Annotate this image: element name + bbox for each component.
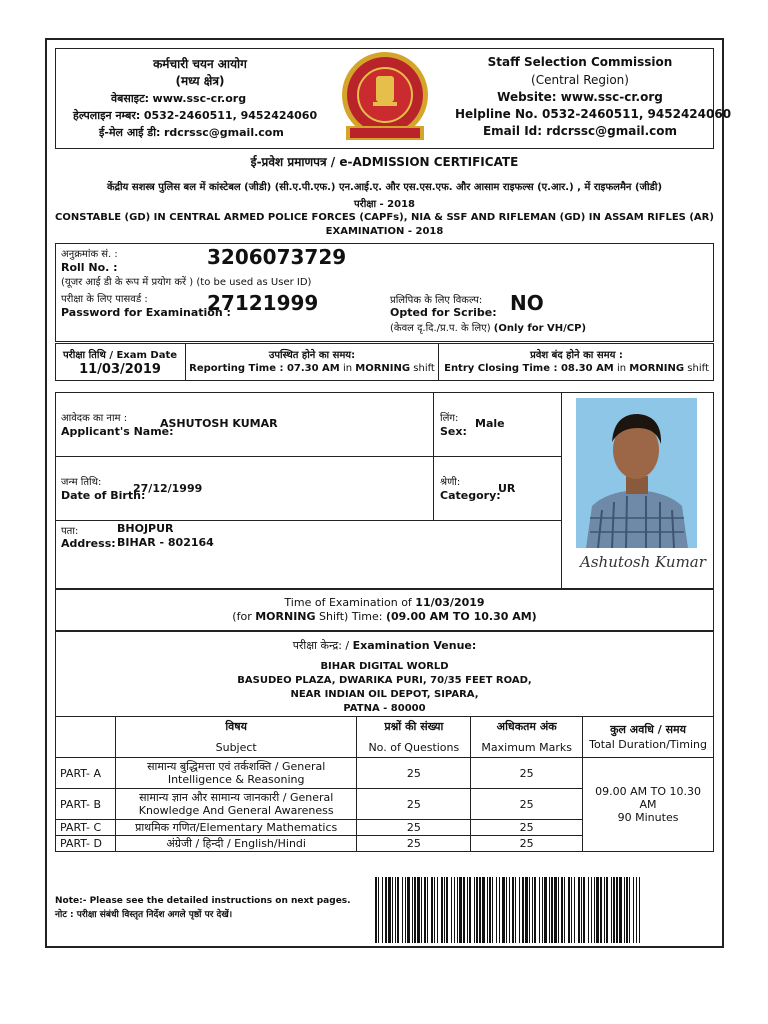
- venue-line-4: PATNA - 80000: [343, 703, 426, 714]
- questions-cell: 25: [357, 758, 471, 789]
- barcode-bar: [446, 877, 448, 943]
- address-line-2: BIHAR - 802164: [117, 536, 214, 549]
- subject-line-2: Knowledge And General Awareness: [138, 804, 334, 817]
- barcode-bar: [444, 877, 445, 943]
- email-label-hi: ई-मेल आई डी:: [99, 126, 161, 139]
- scribe-note: [390, 320, 586, 334]
- name-label: Applicant's Name:: [61, 425, 174, 438]
- barcode: [375, 877, 640, 943]
- barcode-bar: [489, 877, 491, 943]
- reporting-label-hi: उपस्थित होने का समय:: [268, 350, 356, 361]
- barcode-bar: [397, 877, 399, 943]
- barcode-bar: [512, 877, 514, 943]
- sex-label-hi: लिंग:: [440, 413, 459, 424]
- reporting-time-in: in: [342, 363, 353, 374]
- subject-header-hi: विषय: [225, 720, 248, 733]
- barcode-bar: [539, 877, 540, 943]
- entry-time-prefix: Entry Closing Time : 08.30 AM: [444, 363, 614, 374]
- barcode-bar: [594, 877, 595, 943]
- barcode-bar: [624, 877, 625, 943]
- table-header-marks: [471, 717, 583, 758]
- userid-note: (यूजर आई डी के रूप में प्रयोग करें ) (to be used as User ID): [61, 277, 312, 288]
- barcode-bar: [496, 877, 497, 943]
- duration-header-hi: कुल अवधि / समय: [610, 723, 687, 736]
- exam-time-mid: Shift) Time:: [319, 610, 383, 623]
- barcode-bar: [414, 877, 416, 943]
- exam-time-shift: MORNING: [255, 610, 316, 623]
- barcode-bar: [525, 877, 528, 943]
- name-label-hi: आवेदक का नाम :: [61, 413, 128, 424]
- scribe-note-hi: (केवल दृ.दि./प्र.प. के लिए): [390, 323, 491, 334]
- applicant-sex: Male: [475, 417, 505, 430]
- barcode-bar: [412, 877, 413, 943]
- barcode-bar: [515, 877, 516, 943]
- header-right-email: Email Id: rdcrssc@gmail.com: [482, 124, 677, 138]
- marks-cell: 25: [471, 836, 583, 852]
- barcode-bar: [571, 877, 572, 943]
- barcode-bar: [417, 877, 420, 943]
- barcode-bar: [522, 877, 524, 943]
- barcode-bar: [583, 877, 585, 943]
- website-value-hi: www.ssc-cr.org: [152, 92, 247, 105]
- helpline-label-hi: हेल्पलाइन नम्बर:: [73, 109, 141, 122]
- barcode-bar: [457, 877, 458, 943]
- barcode-bar: [434, 877, 435, 943]
- credentials-box: [55, 243, 714, 342]
- barcode-bar: [482, 877, 485, 943]
- exam-time-line-1: [55, 596, 714, 609]
- table-header-duration: [583, 717, 714, 758]
- barcode-bar: [611, 877, 612, 943]
- table-header-row: [56, 717, 714, 758]
- scribe-label: Opted for Scribe:: [390, 306, 497, 319]
- barcode-bar: [402, 877, 403, 943]
- part-cell: PART- B: [56, 789, 116, 820]
- barcode-bar: [492, 877, 493, 943]
- barcode-bar: [544, 877, 547, 943]
- table-header-questions: [357, 717, 471, 758]
- dob-label: Date of Birth:: [61, 489, 146, 502]
- barcode-bar: [407, 877, 410, 943]
- dob-label-hi: जन्म तिथि:: [61, 477, 102, 488]
- barcode-bar: [629, 877, 630, 943]
- marks-header-en: Maximum Marks: [481, 741, 572, 754]
- barcode-bar: [596, 877, 599, 943]
- part-cell: PART- A: [56, 758, 116, 789]
- table-header-part: [56, 717, 116, 758]
- barcode-bar: [388, 877, 391, 943]
- category-label-hi: श्रेणी:: [440, 477, 461, 488]
- exam-time-date: 11/03/2019: [415, 596, 485, 609]
- barcode-bar: [479, 877, 481, 943]
- barcode-bar: [454, 877, 455, 943]
- exam-date-label: परीक्षा तिथि / Exam Date: [62, 350, 178, 361]
- part-cell: PART- C: [56, 820, 116, 836]
- subject-cell: प्राथमिक गणित/Elementary Mathematics: [115, 820, 357, 836]
- certificate-title: ई-प्रवेश प्रमाणपत्र / e-ADMISSION CERTIFICATE: [250, 155, 519, 169]
- exam-date-value: 11/03/2019: [79, 362, 161, 377]
- subject-line-1: सामान्य बुद्धिमत्ता एवं तर्कशक्ति / General: [147, 760, 326, 773]
- entry-label-hi: प्रवेश बंद होने का समय :: [530, 350, 623, 361]
- marks-cell: 25: [471, 820, 583, 836]
- barcode-bar: [378, 877, 379, 943]
- questions-cell: 25: [357, 789, 471, 820]
- table-header-subject: [115, 717, 357, 758]
- barcode-bar: [441, 877, 443, 943]
- venue-line-1: BIHAR DIGITAL WORLD: [320, 661, 449, 672]
- address-label: Address:: [61, 537, 116, 550]
- applicant-name: ASHUTOSH KUMAR: [160, 417, 278, 430]
- barcode-bar: [431, 877, 433, 943]
- exam-time-range: (09.00 AM TO 10.30 AM): [385, 610, 537, 623]
- barcode-bar: [529, 877, 530, 943]
- entry-shift: MORNING: [629, 363, 685, 374]
- subject-cell: [115, 789, 357, 820]
- barcode-bar: [581, 877, 582, 943]
- barcode-bar: [532, 877, 533, 943]
- barcode-bar: [392, 877, 393, 943]
- scribe-note-en: (Only for VH/CP): [493, 323, 587, 334]
- header-right-helpline: Helpline No. 0532-2460511, 9452424060: [455, 107, 732, 121]
- barcode-bar: [549, 877, 550, 943]
- barcode-bar: [534, 877, 536, 943]
- header-right-org: Staff Selection Commission: [487, 55, 673, 69]
- barcode-bar: [487, 877, 488, 943]
- header-left-region: (मध्य क्षेत्र): [175, 74, 225, 88]
- exam-time-open: (for: [232, 610, 252, 623]
- barcode-bar: [613, 877, 615, 943]
- barcode-bar: [467, 877, 468, 943]
- table-row: [56, 758, 714, 789]
- note-english: Note:- Please see the detailed instructions on next pages.: [55, 896, 351, 906]
- barcode-bar: [564, 877, 565, 943]
- exam-name-hindi-1: केंद्रीय सशस्त्र पुलिस बल में कांस्टेबल (जीडी) (सी.ए.पी.एफ.) एन.आई.ए. और एस.एस.एफ. और आसाम राइफल्स (ए.आर.) , में राइफलमैन (जीडी): [106, 182, 663, 193]
- barcode-bar: [619, 877, 622, 943]
- address-label-hi: पता:: [61, 526, 79, 537]
- header-left-website: [111, 91, 246, 106]
- barcode-bar: [578, 877, 580, 943]
- roll-label: Roll No. :: [61, 261, 118, 274]
- barcode-bar: [561, 877, 563, 943]
- barcode-bar: [405, 877, 406, 943]
- venue-label: [55, 638, 714, 653]
- questions-cell: 25: [357, 820, 471, 836]
- barcode-bar: [636, 877, 637, 943]
- duration-header-en: Total Duration/Timing: [589, 738, 707, 751]
- reporting-shift: MORNING: [355, 363, 411, 374]
- reporting-time: [186, 363, 438, 374]
- barcode-bar: [375, 877, 377, 943]
- header-left-org: कर्मचारी चयन आयोग: [153, 57, 247, 71]
- entry-time: [439, 363, 714, 374]
- subject-line-2: Intelligence & Reasoning: [167, 773, 305, 786]
- exam-time-prefix: Time of Examination of: [284, 596, 412, 609]
- note-hindi: नोट : परीक्षा संबंधी विस्तृत निर्देश अगले पृष्ठों पर देखें।: [55, 910, 233, 920]
- applicant-photo: [576, 398, 697, 548]
- subject-cell: अंग्रेजी / हिन्दी / English/Hindi: [115, 836, 357, 852]
- barcode-bar: [395, 877, 396, 943]
- duration-minutes: 90 Minutes: [617, 811, 679, 824]
- entry-time-in: in: [616, 363, 627, 374]
- barcode-bar: [476, 877, 478, 943]
- exam-time-line-2: [55, 610, 714, 623]
- roll-label-hi: अनुक्रमांक सं. :: [61, 249, 118, 260]
- barcode-bar: [469, 877, 471, 943]
- roll-number: 3206073729: [207, 245, 347, 269]
- subject-cell: [115, 758, 357, 789]
- duration-time: 09.00 AM TO 10.30 AM: [595, 785, 701, 811]
- barcode-bar: [427, 877, 428, 943]
- venue-line-3: NEAR INDIAN OIL DEPOT, SIPARA,: [290, 689, 479, 700]
- header-right-region: (Central Region): [531, 73, 629, 87]
- subject-line-1: सामान्य ज्ञान और सामान्य जानकारी / General: [139, 791, 334, 804]
- barcode-bar: [451, 877, 452, 943]
- applicant-category: UR: [498, 482, 516, 495]
- scribe-label-hi: प्रलिपिक के लिए विकल्प:: [390, 295, 483, 306]
- barcode-bar: [633, 877, 634, 943]
- barcode-bar: [385, 877, 387, 943]
- password-label-hi: परीक्षा के लिए पासवर्ड :: [61, 294, 148, 305]
- helpline-value-hi: 0532-2460511, 9452424060: [143, 109, 318, 122]
- questions-header-en: No. of Questions: [368, 741, 460, 754]
- address-line-1: BHOJPUR: [117, 522, 174, 535]
- scribe-value: NO: [510, 291, 544, 315]
- barcode-bar: [600, 877, 602, 943]
- barcode-bar: [554, 877, 557, 943]
- barcode-bar: [382, 877, 383, 943]
- marks-cell: 25: [471, 789, 583, 820]
- reporting-time-suffix: shift: [413, 363, 435, 374]
- barcode-bar: [639, 877, 640, 943]
- applicant-signature: Ashutosh Kumar: [580, 553, 706, 571]
- barcode-bar: [459, 877, 462, 943]
- barcode-bar: [424, 877, 426, 943]
- applicant-photo-divider: [561, 392, 562, 589]
- venue-line-2: BASUDEO PLAZA, DWARIKA PURI, 70/35 FEET ROAD,: [237, 675, 532, 686]
- ssc-logo: [330, 50, 440, 146]
- exam-name-english-1: CONSTABLE (GD) IN CENTRAL ARMED POLICE FORCES (CAPFs), NIA & SSF AND RIFLEMAN (GD) IN ASSAM RIFLES (AR): [55, 212, 714, 223]
- applicant-dob: 27/12/1999: [133, 482, 203, 495]
- questions-header-hi: प्रश्नों की संख्या: [384, 720, 444, 733]
- subjects-table: [55, 716, 714, 852]
- barcode-bar: [558, 877, 559, 943]
- barcode-bar: [542, 877, 543, 943]
- questions-cell: 25: [357, 836, 471, 852]
- barcode-bar: [437, 877, 438, 943]
- barcode-bar: [509, 877, 510, 943]
- venue-label-hi: परीक्षा केन्द्र: /: [292, 639, 350, 652]
- barcode-bar: [574, 877, 575, 943]
- barcode-bar: [626, 877, 628, 943]
- category-label: Category:: [440, 489, 501, 502]
- barcode-bar: [463, 877, 465, 943]
- barcode-bar: [502, 877, 505, 943]
- website-label-hi: वेबसाइट:: [111, 92, 150, 105]
- email-value-hi: rdcrssc@gmail.com: [163, 126, 284, 139]
- barcode-bar: [506, 877, 507, 943]
- header-left-email: [99, 125, 284, 140]
- part-cell: PART- D: [56, 836, 116, 852]
- subject-header-en: Subject: [215, 741, 257, 754]
- barcode-bar: [606, 877, 608, 943]
- barcode-bar: [474, 877, 475, 943]
- barcode-bar: [604, 877, 605, 943]
- password-label: Password for Examination :: [61, 306, 231, 319]
- exam-name-english-2: EXAMINATION - 2018: [325, 226, 444, 237]
- barcode-bar: [591, 877, 592, 943]
- marks-header-hi: अधिकतम अंक: [496, 720, 557, 733]
- barcode-bar: [588, 877, 589, 943]
- sex-label: Sex:: [440, 425, 467, 438]
- barcode-bar: [421, 877, 422, 943]
- applicant-row-line-1: [55, 456, 561, 457]
- reporting-time-prefix: Reporting Time : 07.30 AM: [189, 363, 340, 374]
- header-right-website: Website: www.ssc-cr.org: [497, 90, 663, 104]
- barcode-bar: [499, 877, 500, 943]
- entry-time-suffix: shift: [687, 363, 709, 374]
- barcode-bar: [519, 877, 520, 943]
- marks-cell: 25: [471, 758, 583, 789]
- password-value: 27121999: [207, 291, 319, 315]
- exam-name-hindi-2: परीक्षा - 2018: [353, 199, 416, 210]
- barcode-bar: [551, 877, 553, 943]
- duration-cell: [583, 758, 714, 852]
- barcode-bar: [616, 877, 618, 943]
- venue-label-en: Examination Venue:: [352, 639, 477, 652]
- applicant-row-line-2: [55, 520, 561, 521]
- barcode-bar: [568, 877, 570, 943]
- header-left-helpline: [73, 108, 317, 123]
